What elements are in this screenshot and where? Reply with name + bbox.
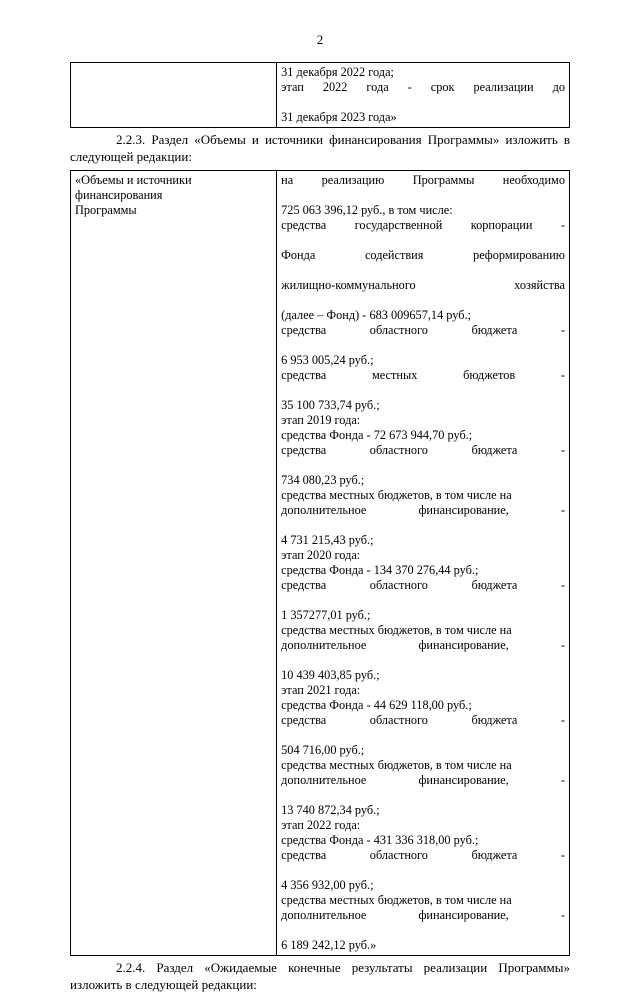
funding-line-9: средства местных бюджетов -	[281, 367, 565, 382]
funding-line-28: 504 716,00 руб.;	[281, 742, 365, 757]
funding-line-26: средства Фонда - 44 629 118,00 руб.;	[281, 697, 472, 712]
funding-line-21: 1 357277,01 руб.;	[281, 607, 371, 622]
funding-left-line-1: «Объемы и источники	[75, 172, 192, 187]
funding-line-1: на реализацию Программы необходимо	[281, 172, 565, 187]
table-top-right-cell	[277, 63, 570, 128]
funding-line-27: средства областного бюджета -	[281, 712, 565, 727]
funding-line-29: средства местных бюджетов, в том числе на	[281, 757, 512, 772]
table-funding	[70, 170, 570, 956]
funding-line-14: 734 080,23 руб.;	[281, 472, 365, 487]
funding-line-30: дополнительное финансирование, -	[281, 772, 565, 787]
funding-line-12: средства Фонда - 72 673 944,70 руб.;	[281, 427, 473, 442]
funding-line-32: этап 2022 года:	[281, 817, 361, 832]
funding-line-31: 13 740 872,34 руб.;	[281, 802, 380, 817]
funding-line-6: (далее – Фонд) - 683 009657,14 руб.;	[281, 307, 472, 322]
funding-line-13: средства областного бюджета -	[281, 442, 565, 457]
paragraph-2-2-4-text: 2.2.4. Раздел «Ожидаемые конечные результаты реализации Программы» изложить в следующей редакции:	[70, 959, 570, 992]
funding-line-33: средства Фонда - 431 336 318,00 руб.;	[281, 832, 479, 847]
table-funding-left-cell	[71, 170, 277, 955]
table-top-line-2: этап 2022 года - срок реализации до	[281, 80, 565, 94]
table-top-line-3: 31 декабря 2023 года»	[281, 110, 397, 124]
funding-line-3: средства государственной корпорации -	[281, 217, 565, 232]
funding-line-35: 4 356 932,00 руб.;	[281, 877, 374, 892]
funding-line-25: этап 2021 года:	[281, 682, 361, 697]
funding-lines-container	[281, 173, 565, 953]
table-top-left-cell	[71, 63, 277, 128]
funding-left-line-3: Программы	[75, 202, 137, 217]
page-number: 2	[316, 32, 324, 47]
funding-line-36: средства местных бюджетов, в том числе на	[281, 892, 512, 907]
document-page	[0, 32, 640, 992]
funding-line-4: Фонда содействия реформированию	[281, 247, 565, 262]
funding-line-11: этап 2019 года:	[281, 412, 361, 427]
table-row	[71, 63, 570, 128]
funding-line-7: средства областного бюджета -	[281, 322, 565, 337]
funding-line-23: дополнительное финансирование, -	[281, 637, 565, 652]
table-top	[70, 62, 570, 128]
funding-line-19: средства Фонда - 134 370 276,44 руб.;	[281, 562, 479, 577]
funding-left-line-2: финансирования	[75, 187, 163, 202]
funding-line-38: 6 189 242,12 руб.»	[281, 937, 377, 952]
funding-line-16: дополнительное финансирование, -	[281, 502, 565, 517]
paragraph-2-2-4	[70, 960, 570, 994]
funding-line-37: дополнительное финансирование, -	[281, 907, 565, 922]
table-row	[71, 170, 570, 955]
funding-line-24: 10 439 403,85 руб.;	[281, 667, 380, 682]
paragraph-2-2-3-text: 2.2.3. Раздел «Объемы и источники финансирования Программы» изложить в следующей редакции:	[70, 132, 570, 164]
funding-line-2: 725 063 396,12 руб., в том числе:	[281, 202, 453, 217]
funding-line-17: 4 731 215,43 руб.;	[281, 532, 374, 547]
paragraph-2-2-3	[70, 132, 570, 166]
funding-line-34: средства областного бюджета -	[281, 847, 565, 862]
funding-line-5: жилищно-коммунального хозяйства	[281, 277, 565, 292]
table-top-line-1: 31 декабря 2022 года;	[281, 65, 394, 79]
funding-line-10: 35 100 733,74 руб.;	[281, 397, 380, 412]
funding-line-22: средства местных бюджетов, в том числе на	[281, 622, 512, 637]
funding-line-20: средства областного бюджета -	[281, 577, 565, 592]
funding-line-15: средства местных бюджетов, в том числе на	[281, 487, 512, 502]
table-funding-right-cell	[277, 170, 570, 955]
funding-line-8: 6 953 005,24 руб.;	[281, 352, 374, 367]
funding-line-18: этап 2020 года:	[281, 547, 361, 562]
